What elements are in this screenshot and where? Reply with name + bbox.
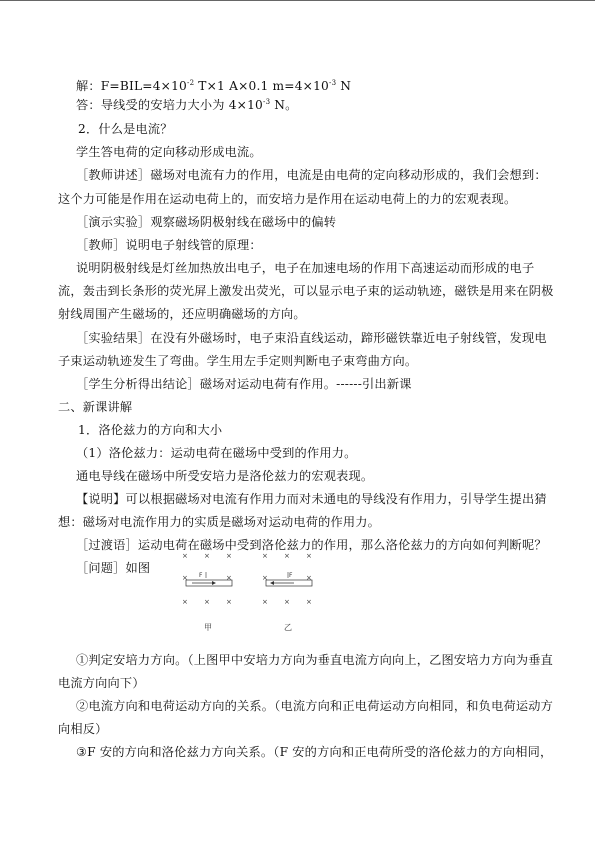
svg-text:×: × [204, 598, 210, 606]
svg-text:×: × [182, 574, 188, 582]
svg-text:×: × [226, 574, 232, 582]
student-answer: 学生答电荷的定向移动形成电流。 [76, 145, 262, 159]
item-1-line-1: ①判定安培力方向。（上图甲中安培力方向为垂直电流方向向上，乙图安培力方向为垂直 [76, 653, 554, 667]
figure-label-yi: 乙 [284, 623, 292, 632]
svg-text:×: × [182, 552, 188, 560]
experiment-result-1: ［实验结果］在没有外磁场时，电子束沿直线运动，蹄形磁铁靠近电子射线管，发现电 [76, 331, 547, 345]
figure-label-jia: 甲 [204, 623, 212, 632]
svg-text:×: × [284, 552, 290, 560]
item-2-line-1: ②电流方向和电荷运动方向的关系。（电流方向和正电荷运动方向相同，和负电荷运动方 [76, 699, 554, 713]
demo-experiment: ［演示实验］观察磁场阴极射线在磁场中的偏转 [76, 215, 337, 229]
section-heading-new-lesson: 二、新课讲解 [58, 400, 133, 414]
lorentz-definition: （1）洛伦兹力：运动电荷在磁场中受到的作用力。 [76, 446, 357, 460]
svg-text:×: × [262, 598, 268, 606]
explain-line-1: 说明阴极射线是灯丝加热放出电子，电子在加速电场的作用下高速运动而形成的电子 [76, 261, 535, 275]
svg-text:F: F [289, 572, 293, 579]
item-2-line-2: 向相反） [58, 722, 108, 736]
answer-line: 答：导线受的安培力大小为 $4\times 10^{-3}$ N。 [76, 98, 298, 112]
experiment-result-2: 子束运动轨迹发生了弯曲。学生用左手定则判断电子束弯曲方向。 [58, 354, 418, 368]
svg-text:×: × [306, 552, 312, 560]
item-1-line-2: 电流方向向下） [58, 676, 145, 690]
magnetic-field-figure [178, 548, 328, 634]
note-line-1: 【说明】可以根据磁场对电流有作用力而对未通电的导线没有作用力，引导学生提出猜 [76, 492, 547, 506]
macro-expression: 通电导线在磁场中所受安培力是洛伦兹力的宏观表现。 [76, 469, 374, 483]
note-line-2: 想：磁场对电流作用力的实质是磁场对运动电荷的作用力。 [58, 515, 381, 529]
svg-text:×: × [306, 598, 312, 606]
solution-line: 解：$F=BIL=4\times 10^{-2}$ T×1 A×0.1 $m=4\times 10^{-3}$ N [76, 79, 352, 93]
svg-text:×: × [204, 552, 210, 560]
force-label-left: F [199, 572, 203, 579]
svg-text:×: × [262, 552, 268, 560]
explain-line-2: 流，轰击到长条形的荧光屏上激发出荧光，可以显示电子束的运动轨迹，磁铁是用来在阴极 [58, 284, 554, 298]
item-3-line-1: ③F 安的方向和洛伦兹力方向关系。（F 安的方向和正电荷所受的洛伦兹力的方向相同， [76, 745, 553, 759]
svg-text:×: × [226, 598, 232, 606]
teacher-explain: ［教师］说明电子射线管的原理： [76, 238, 262, 252]
field-crosses [182, 552, 312, 606]
svg-text:×: × [262, 574, 268, 582]
student-conclusion: ［学生分析得出结论］磁场对运动电荷有作用。------引出新课 [76, 377, 412, 391]
question-what-is-current: 2．什么是电流？ [78, 122, 173, 136]
svg-text:×: × [226, 552, 232, 560]
transition-line: ［过渡语］运动电荷在磁场中受到洛伦兹力的作用，那么洛伦兹力的方向如何判断呢？ [76, 538, 547, 552]
teacher-statement-2: 这个力可能是作用在运动电荷上的，而安培力是作用在运动电荷上的力的宏观表现。 [58, 192, 517, 206]
teacher-statement-1: ［教师讲述］磁场对电流有力的作用，电流是由电荷的定向移动形成的，我们会想到： [76, 168, 547, 182]
svg-text:×: × [182, 598, 188, 606]
svg-text:×: × [306, 574, 312, 582]
explain-line-3: 射线周围产生磁场的，还应明确磁场的方向。 [58, 307, 306, 321]
page-top-border [0, 0, 595, 1]
question-figure-line: ［问题］如图 [76, 561, 151, 575]
subsection-lorentz-force: 1．洛伦兹力的方向和大小 [78, 423, 223, 437]
svg-text:×: × [284, 598, 290, 606]
